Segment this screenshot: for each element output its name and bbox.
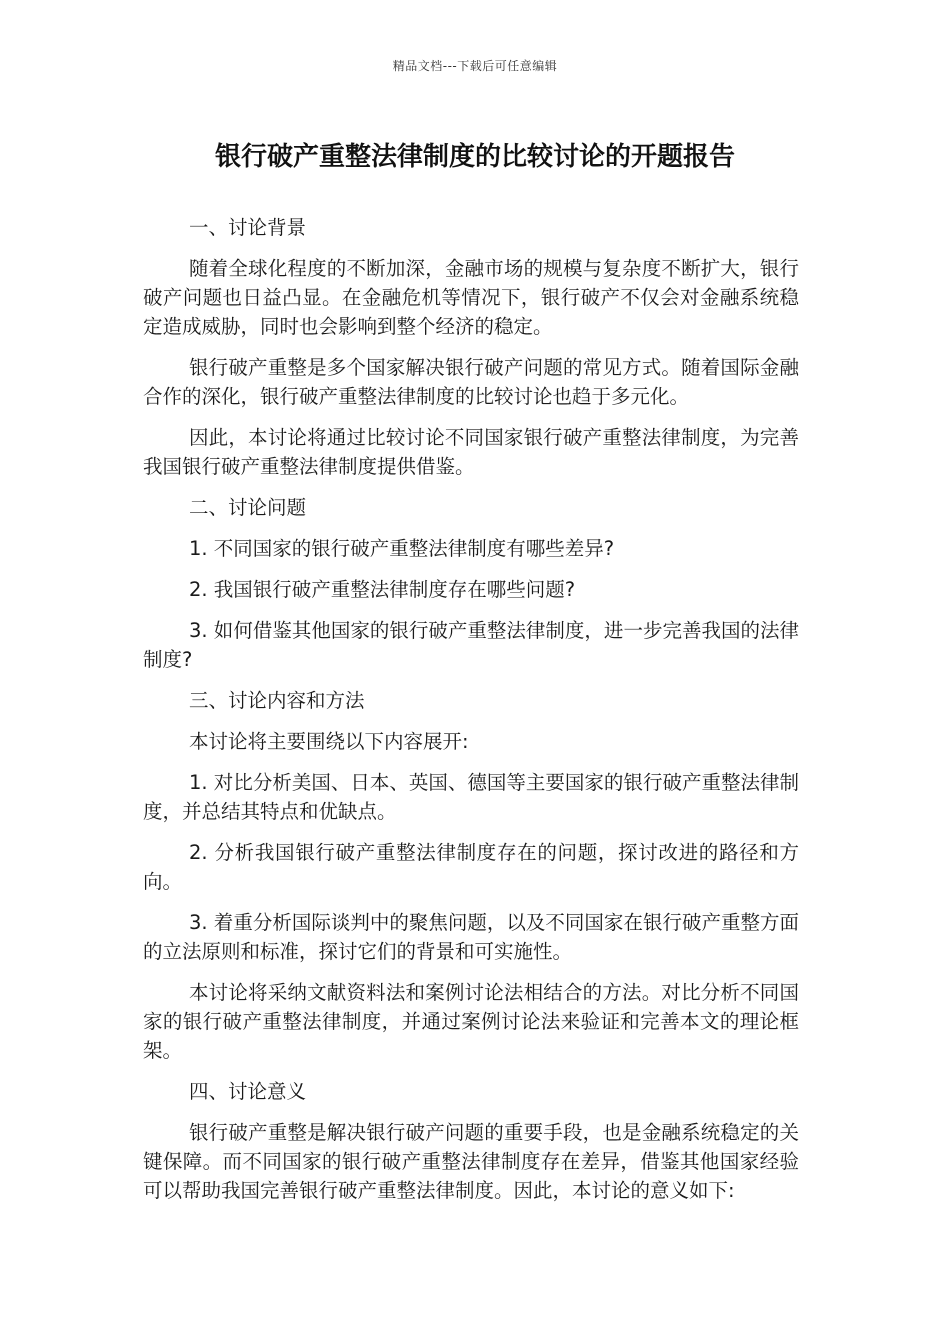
list-item: 3. 着重分析国际谈判中的聚焦问题，以及不同国家在银行破产重整方面的立法原则和标准，探讨它们的背景和可实施性。 xyxy=(143,911,799,963)
body-paragraph: 银行破产重整是解决银行破产问题的重要手段，也是金融系统稳定的关键保障。而不同国家的银行破产重整法律制度存在差异，借鉴其他国家经验可以帮助我国完善银行破产重整法律制度。因此，本讨论的意义如下: xyxy=(143,1121,799,1202)
body-paragraph: 本讨论将主要围绕以下内容展开: xyxy=(189,730,469,753)
body-paragraph: 因此，本讨论将通过比较讨论不同国家银行破产重整法律制度，为完善我国银行破产重整法律制度提供借鉴。 xyxy=(143,426,799,478)
list-item: 1. 对比分析美国、日本、英国、德国等主要国家的银行破产重整法律制度，并总结其特点和优缺点。 xyxy=(143,771,799,823)
page-header-note: 精品文档---下载后可任意编辑 xyxy=(392,59,558,73)
section-heading-significance: 四、讨论意义 xyxy=(189,1080,307,1103)
list-item: 1. 不同国家的银行破产重整法律制度有哪些差异? xyxy=(189,537,615,560)
list-item: 2. 分析我国银行破产重整法律制度存在的问题，探讨改进的路径和方向。 xyxy=(143,841,799,893)
section-heading-background: 一、讨论背景 xyxy=(189,216,307,239)
list-item: 2. 我国银行破产重整法律制度存在哪些问题? xyxy=(189,578,576,601)
section-heading-questions: 二、讨论问题 xyxy=(189,496,307,519)
section-heading-content-methods: 三、讨论内容和方法 xyxy=(189,689,365,712)
body-paragraph: 本讨论将采纳文献资料法和案例讨论法相结合的方法。对比分析不同国家的银行破产重整法律制度，并通过案例讨论法来验证和完善本文的理论框架。 xyxy=(143,981,799,1062)
document-title: 银行破产重整法律制度的比较讨论的开题报告 xyxy=(214,142,735,172)
list-item: 3. 如何借鉴其他国家的银行破产重整法律制度，进一步完善我国的法律制度? xyxy=(143,619,799,671)
body-paragraph: 随着全球化程度的不断加深，金融市场的规模与复杂度不断扩大，银行破产问题也日益凸显。在金融危机等情况下，银行破产不仅会对金融系统稳定造成威胁，同时也会影响到整个经济的稳定。 xyxy=(143,257,799,338)
document-body xyxy=(143,213,799,1217)
body-paragraph: 银行破产重整是多个国家解决银行破产问题的常见方式。随着国际金融合作的深化，银行破产重整法律制度的比较讨论也趋于多元化。 xyxy=(143,356,799,408)
